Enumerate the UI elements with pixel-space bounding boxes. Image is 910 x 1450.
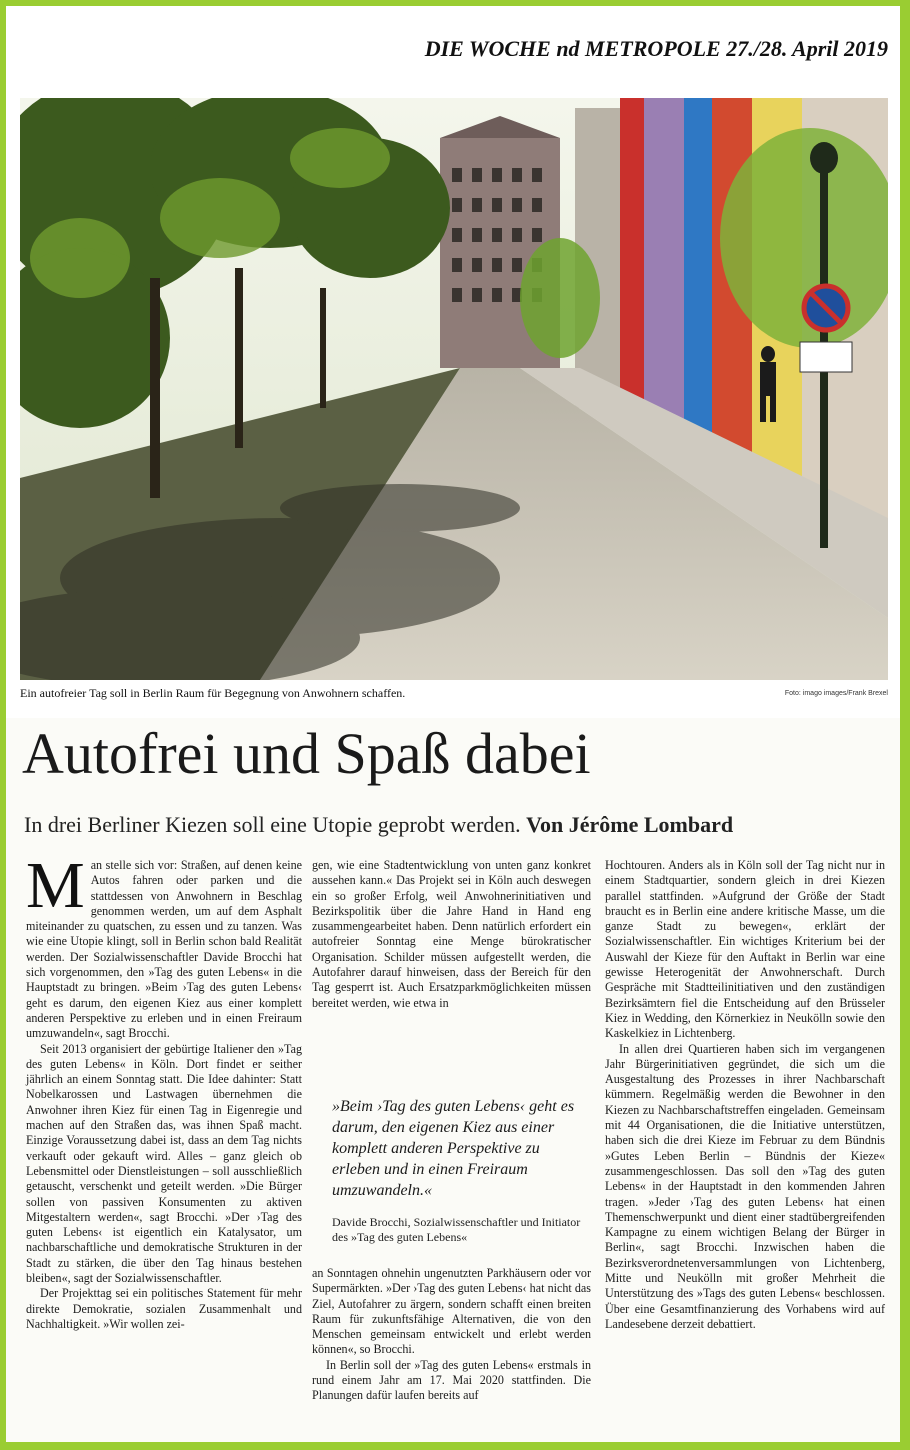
masthead: DIE WOCHE nd METROPOLE 27./28. April 2019	[424, 36, 888, 61]
paragraph: gen, wie eine Stadtentwicklung von unten ganz konkret aussehen kann.« Das Projekt sei in Köln auch deswegen ein so großer Erfolg, weil Anwohnerinitiativen und Bezirkspolitik über die Jahre Hand in Hand eng zusammengearbeitet haben. Denn natürlich erfordert ein autofreier Sonntag eine Menge bürokratischer Organisation. Schilder müssen aufgestellt werden, die Autofahrer darauf hinweisen, dass der Bereich für den Tag gesperrt ist. Auch Ersatzparkmöglichkeiten müssen bereitet werden, wie etwa in	[312, 858, 591, 1010]
pull-quote-attribution: Davide Brocchi, Sozialwissenschaftler und Initiator des »Tag des guten Lebens«	[332, 1215, 581, 1244]
drop-cap: M	[26, 849, 85, 922]
article-column-2-continued	[312, 1266, 591, 1404]
article-column-1	[26, 849, 302, 1332]
street-photo-illustration	[20, 98, 888, 680]
byline: Von Jérôme Lombard	[526, 812, 734, 837]
article-column-3	[605, 858, 885, 1332]
paragraph: Hochtouren. Anders als in Köln soll der Tag nicht nur in einem Stadtquartier, sondern gleich in drei Kiezen parallel stattfinden. »Aufgrund der Größe der Stadt braucht es in Berlin eine andere kritische Masse, um die ganze Stadt zu bewegen«, erklärt der Sozialwissenschaftler. Ein wichtiges Kriterium bei der Auswahl der Kieze für den Auftakt in Berlin war eine gewisse Heterogenität der Anwohnerschaft. Durch Gespräche mit Stadtteilinitiativen und den zuständigen Bezirksämtern fiel die Entscheidung auf den Brüsseler Kiez in Wedding, den Körnerkiez in Neukölln sowie den Kaskelkiez in Lichtenberg.	[605, 858, 885, 1041]
paragraph: an Sonntagen ohnehin ungenutzten Parkhäusern oder vor Supermärkten. »Der ›Tag des guten Lebens‹ hat nicht das Ziel, Autofahrer zu ärgern, sondern schafft einen breiten Raum für zukunftsfähige Alternativen, die von den Menschen gemeinsam entwickelt und erlebt werden können«, so Brocchi.	[312, 1266, 591, 1357]
headline: Autofrei und Spaß dabei	[22, 721, 591, 786]
paragraph: In allen drei Quartieren haben sich im vergangenen Jahr Bürgerinitiativen gegründet, die sich um die Ausgestaltung des Prozesses in ihrer Nachbarschaft kümmern. Regelmäßig werden die Bewohner in den Kiezen zu Nachbarschaftstreffen eingeladen. Gemeinsam mit 44 Organisationen, die die Initiative unterstützen, haben sich die drei Kieze im Februar zu dem Bündnis »Gutes Leben Berlin – Bündnis der Kieze« zusammengeschlossen. Das soll den »Tag des guten Lebens« in der Hauptstadt in den kommenden Jahren tragen. »Jeder ›Tag des guten Lebens‹ hat einen Themenschwerpunkt und dient einer stadtübergreifenden Kampagne zu einem wichtigen Belang der Bürger in Berlin«, sagt Brocchi. Inzwischen haben die Bezirksverordnetenversammlungen von Lichtenberg, Mitte und Neukölln mit großer Mehrheit die Unterstützung des »Tags des guten Lebens« beschlossen. Über eine Gesamtfinanzierung des Vorhabens wird auf Landesebene derzeit debattiert.	[605, 1041, 885, 1331]
paragraph: Seit 2013 organisiert der gebürtige Italiener den »Tag des guten Lebens« in Köln. Dort findet er seither jährlich an einem Sonntag statt. Die Idee dahinter: Statt Nobelkarossen und Lastwagen übernehmen die Anwohner ihren Kiez für einen Tag in Eigenregie und machen auf den Straßen das, was ihnen Spaß macht. Einzige Voraussetzung dabei ist, dass an dem Tag nichts verkauft oder gekauft wird. Alles – ganz gleich ob Lebensmittel oder Dienstleistungen – soll ausschließlich getauscht, verschenkt und geteilt werden. »Die Bürger sollen von passiven Konsumenten zu aktiven Mitgestaltern werden«, sagt Brocchi. »Der ›Tag des guten Lebens‹ ist eigentlich ein Katalysator, um nachbarschaftliche und demokratische Strukturen in der Stadt zu stärken, die über den Tag hinaus bestehen bleiben«, sagt der Sozialwissenschaftler.	[26, 1041, 302, 1286]
photo-credit: Foto: imago images/Frank Brexel	[784, 690, 888, 697]
article-column-2	[312, 858, 591, 1011]
photo-caption: Ein autofreier Tag soll in Berlin Raum für Begegnung von Anwohnern schaffen.	[20, 686, 406, 700]
pull-quote	[332, 1096, 582, 1245]
pull-quote-text: »Beim ›Tag des guten Lebens‹ geht es darum, den eigenen Kiez aus einer komplett anderen Perspektive zu erleben und in einen Freiraum umzuwandeln.«	[332, 1098, 575, 1199]
paragraph	[26, 849, 302, 1042]
street-photo	[20, 98, 888, 680]
newspaper-page	[6, 6, 900, 1442]
subhead-text: In drei Berliner Kiezen soll eine Utopie geprobt werden.	[24, 812, 521, 837]
paragraph: Der Projekttag sei ein politisches Statement für mehr direkte Demokratie, sozialen Zusammenhalt und Nachhaltigkeit. »Wir wollen zei-	[26, 1286, 302, 1331]
paragraph: In Berlin soll der »Tag des guten Lebens« erstmals in rund einem Jahr am 17. Mai 2020 stattfinden. Die Planungen dafür laufen bereits auf	[312, 1357, 591, 1403]
paragraph-text: an stelle sich vor: Straßen, auf denen keine Autos fahren oder parken und die stattdessen von Anwohnern in Beschlag genommen werden, um auf dem Asphalt miteinander zu quatschen, zu essen und zu tanzen. Was wie eine Utopie klingt, soll in Berlin schon bald Realität werden. Der Sozialwissenschaftler Davide Brocchi hat sich vorgenommen, den »Tag des guten Lebens« in die Hauptstadt zu bringen. »Beim ›Tag des guten Lebens‹ geht es darum, den eigenen Kiez aus einer komplett anderen Perspektive zu erleben und in einen Freiraum umzuwandeln«, sagt Brocchi.	[26, 858, 302, 1041]
subheadline	[24, 812, 733, 838]
